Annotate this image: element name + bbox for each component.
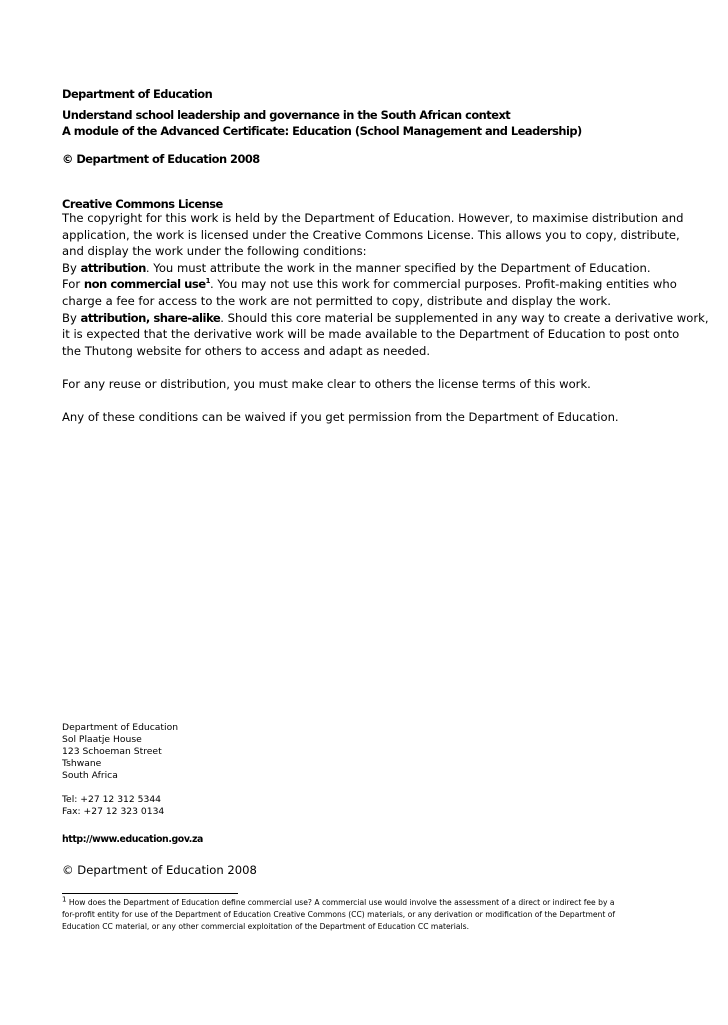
- footnote-line: for-profit entity for use of the Department of Education Creative Commons (CC) materials, or any derivation or modification of the Department of: [62, 910, 616, 919]
- module-title: Understand school leadership and governance in the South African context: [62, 108, 511, 122]
- address-line: Department of Education: [62, 722, 179, 733]
- non-commercial-text-continued: charge a fee for access to the work are not permitted to copy, distribute and display the work.: [62, 293, 611, 308]
- copyright-notice: © Department of Education 2008: [62, 152, 260, 166]
- telephone-number: Tel: +27 12 312 5344: [62, 794, 162, 805]
- non-commercial-condition: [62, 276, 677, 293]
- footnote-divider: [62, 893, 238, 894]
- license-intro-line: and display the work under the following conditions:: [62, 244, 367, 259]
- share-alike-text: . Should this core material be supplemented in any way to create a derivative work,: [220, 310, 709, 325]
- attribution-condition: [62, 260, 662, 277]
- reuse-paragraph: For any reuse or distribution, you must make clear to others the license terms of this work.: [62, 377, 591, 391]
- non-commercial-prefix: For: [62, 277, 84, 292]
- footnote-line: [62, 897, 662, 909]
- waiver-paragraph: Any of these conditions can be waived if you get permission from the Department of Education.: [62, 410, 619, 424]
- share-alike-prefix: By: [62, 310, 81, 325]
- module-subtitle: A module of the Advanced Certificate: Education (School Management and Leadership): [62, 124, 582, 138]
- share-alike-text-continued: the Thutong website for others to access and adapt as needed.: [62, 343, 431, 358]
- footnote-line: Education CC material, or any other commercial exploitation of the Department of Education CC materials.: [62, 922, 469, 931]
- address-line: South Africa: [62, 770, 118, 781]
- share-alike-text-continued: it is expected that the derivative work will be made available to the Department of Education to post onto: [62, 327, 680, 342]
- attribution-term: attribution: [80, 260, 146, 275]
- share-alike-condition: [62, 310, 709, 327]
- non-commercial-term: non commercial use: [83, 277, 206, 292]
- license-heading: Creative Commons License: [62, 197, 223, 211]
- license-body: [62, 210, 709, 359]
- footnote-mark: 1: [62, 895, 67, 904]
- footnote-text: How does the Department of Education define commercial use? A commercial use would involve the assessment of a direct or indirect fee by a: [66, 898, 615, 907]
- license-intro-line: The copyright for this work is held by the Department of Education. However, to maximise distribution and: [62, 211, 684, 225]
- postal-address: [62, 722, 178, 782]
- share-alike-term: attribution, share-alike: [80, 310, 221, 325]
- address-line: 123 Schoeman Street: [62, 746, 162, 757]
- fax-number: Fax: +27 12 323 0134: [62, 806, 165, 817]
- footnote: [62, 897, 662, 933]
- license-intro-line: application, the work is licensed under the Creative Commons License. This allows you to copy, distribute,: [62, 227, 680, 242]
- department-heading: Department of Education: [62, 87, 213, 101]
- non-commercial-text: . You may not use this work for commercial purposes. Profit-making entities who: [209, 277, 677, 292]
- document-page: [62, 0, 709, 1025]
- attribution-prefix: By: [62, 260, 81, 275]
- attribution-text: . You must attribute the work in the manner specified by the Department of Education.: [145, 260, 651, 275]
- footnote-reference[interactable]: 1: [205, 277, 210, 286]
- address-line: Sol Plaatje House: [62, 734, 142, 745]
- address-line: Tshwane: [62, 758, 102, 769]
- website-link[interactable]: http://www.education.gov.za: [62, 834, 203, 845]
- footer-copyright: © Department of Education 2008: [62, 863, 257, 877]
- contact-numbers: [62, 794, 164, 818]
